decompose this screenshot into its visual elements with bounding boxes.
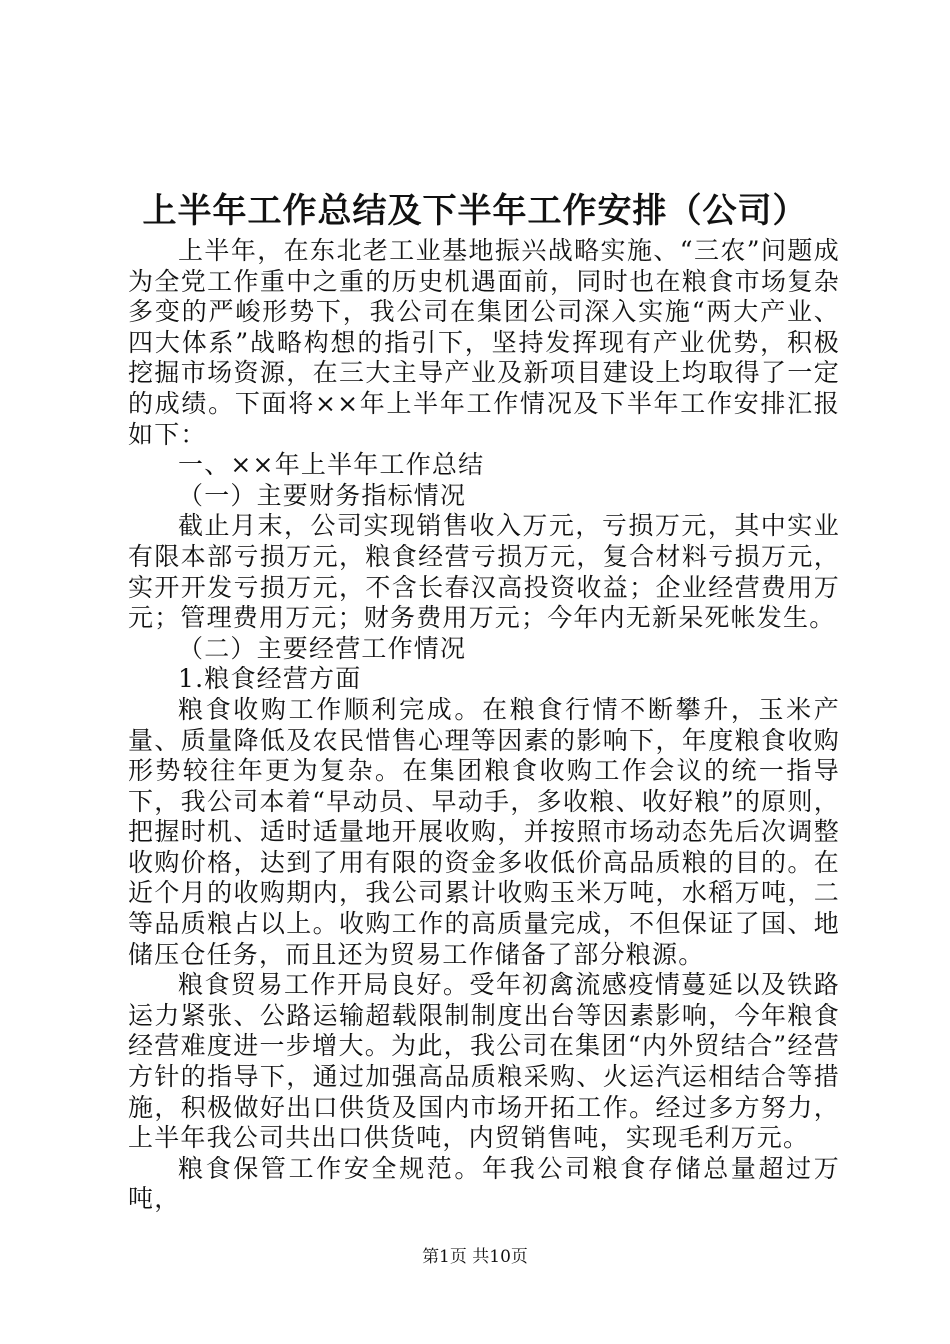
page-footer: 第1页 共10页 <box>422 1247 528 1267</box>
section-heading-1: 一、××年上半年工作总结 <box>178 450 485 480</box>
paragraph-grain-storage: 粮食保管工作安全规范。年我公司粮食存储总量超过万吨， <box>128 1153 840 1214</box>
subsection-heading-grain: 1.粮食经营方面 <box>178 664 362 694</box>
document-body <box>128 236 840 1215</box>
document-title: 上半年工作总结及下半年工作安排（公司） <box>142 191 808 231</box>
subsection-heading-finance: （一）主要财务指标情况 <box>178 480 467 510</box>
paragraph-grain-purchase: 粮食收购工作顺利完成。在粮食行情不断攀升，玉米产量、质量降低及农民惜售心理等因素的影响下，年度粮食收购形势较往年更为复杂。在集团粮食收购工作会议的统一指导下，我公司本着“早动员、早动手，多收粮、收好粮”的原则，把握时机、适时适量地开展收购，并按照市场动态先后次调整收购价格，达到了用有限的资金多收低价高品质粮的目的。在近个月的收购期内，我公司累计收购玉米万吨，水稻万吨，二等品质粮占以上。收购工作的高质量完成，不但保证了国、地储压仓任务，而且还为贸易工作储备了部分粮源。 <box>128 694 840 969</box>
paragraph-grain-trade: 粮食贸易工作开局良好。受年初禽流感疫情蔓延以及铁路运力紧张、公路运输超载限制制度出台等因素影响，今年粮食经营难度进一步增大。为此，我公司在集团“内外贸结合”经营方针的指导下，通过加强高品质粮采购、火运汽运相结合等措施，积极做好出口供货及国内市场开拓工作。经过多方努力，上半年我公司共出口供货吨，内贸销售吨，实现毛利万元。 <box>128 970 840 1153</box>
paragraph-intro: 上半年，在东北老工业基地振兴战略实施、“三农”问题成为全党工作重中之重的历史机遇面前，同时也在粮食市场复杂多变的严峻形势下，我公司在集团公司深入实施“两大产业、四大体系”战略构想的指引下，坚持发挥现有产业优势，积极挖掘市场资源，在三大主导产业及新项目建设上均取得了一定的成绩。下面将××年上半年工作情况及下半年工作安排汇报如下： <box>128 236 840 449</box>
subsection-heading-operations: （二）主要经营工作情况 <box>178 633 467 663</box>
paragraph-finance: 截止月末，公司实现销售收入万元，亏损万元，其中实业有限本部亏损万元，粮食经营亏损万元，复合材料亏损万元，实开开发亏损万元，不含长春汉高投资收益；企业经营费用万元；管理费用万元；财务费用万元；今年内无新呆死帐发生。 <box>128 511 840 633</box>
